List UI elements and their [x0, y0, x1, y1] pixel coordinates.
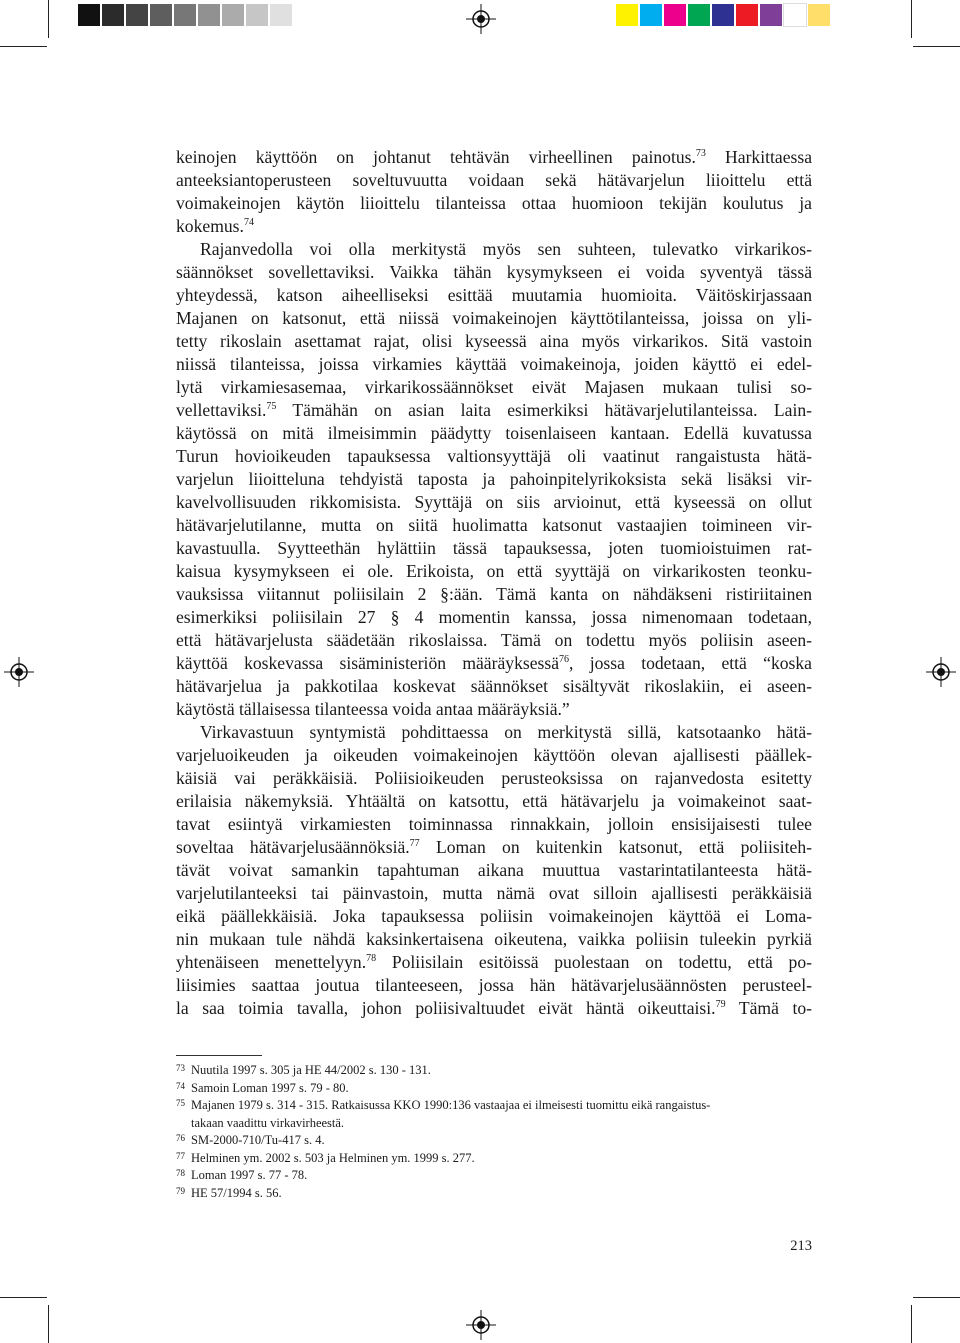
text: käyttöä koskevassa sisäministeriön määräyksessä [176, 653, 560, 673]
text: kokemus. [176, 216, 244, 236]
text: soveltaa hätävarjelusäännöksiä. [176, 837, 410, 857]
crop-mark-tl-h [0, 46, 47, 47]
paragraph-2 [176, 238, 812, 721]
line: nin mukaan tule nähdä kaksinkertaisena oikeutena, vaikka poliisin tuleekin pyrkiä [176, 929, 812, 949]
line [176, 146, 812, 169]
line [176, 652, 812, 675]
registration-mark-top-icon [466, 4, 496, 34]
footnote-number: 76 [176, 1133, 185, 1143]
line: niissä tilanteissa, joissa virkamies käyttää voimakeinoja, joiden käyttö ei edel- [176, 354, 812, 374]
color-swatch [688, 4, 710, 26]
color-swatch [664, 4, 686, 26]
footnote-text: Majanen 1979 s. 314 - 315. Ratkaisussa KKO 1990:136 vastaajaa ei ilmeisesti tuomittu eikä rangaistus- [191, 1098, 711, 1112]
process-color-bar [616, 4, 832, 26]
footnote-ref: 75 [266, 401, 277, 412]
line: voimakeinojen käytön liioittelu tilanteissa ottaa huomioon tekijän koulutus ja [176, 193, 812, 213]
crop-mark-br-v [911, 1305, 912, 1343]
line: Turun hovioikeuden tapauksessa valtionsyyttäjä oli vaatinut rangaistusta hätä- [176, 446, 812, 466]
color-swatch [640, 4, 662, 26]
footnote-text: Nuutila 1997 s. 305 ja HE 44/2002 s. 130 - 131. [191, 1063, 431, 1077]
color-swatch [198, 4, 220, 26]
footnote-text: takaan vaadittu virkavirheestä. [191, 1115, 345, 1130]
footnote [176, 1167, 812, 1185]
footnote-number [176, 1115, 191, 1133]
line: Virkavastuun syntymistä pohdittaessa on merkitystä sillä, katsotaanko hätä- [200, 722, 812, 742]
gray-color-bar [78, 4, 294, 26]
color-swatch [150, 4, 172, 26]
footnote-text: HE 57/1994 s. 56. [191, 1185, 282, 1200]
line: kavelvollisuuden rikkomisista. Syyttäjä on siis arvioinut, että kyseessä on ollut [176, 492, 812, 512]
line: kaisua kysymykseen ei ole. Erikoista, on että syyttäjä on virkarikosten teonku- [176, 561, 812, 581]
text: yhtenäiseen menettelyyn. [176, 952, 367, 972]
line: kavastuulla. Syytteethän hylättiin tässä tapauksessa, joten tuomioistuimen rat- [176, 538, 812, 558]
line: hätävarjelua ja pakkotilaa koskevat säännökset sisältyvät rikoslakiin, ei aseen- [176, 676, 812, 696]
color-swatch [616, 4, 638, 26]
line [176, 215, 812, 238]
color-swatch [270, 4, 292, 26]
footnote-ref: 78 [366, 953, 377, 964]
footnote [176, 1132, 812, 1150]
text: Tämähän on asian laita esimerkiksi hätävarjelutilanteissa. Lain- [276, 400, 812, 420]
footnote-text: Loman 1997 s. 77 - 78. [191, 1168, 308, 1182]
line: tetty rikoslain asettamat rajat, olisi kyseessä aina myös virkarikos. Sitä vastoin [176, 331, 812, 351]
footnote [176, 1062, 812, 1080]
line: yhteydessä, katson aiheelliseksi esittää muutamia huomioita. Väitöskirjassaan [176, 285, 812, 305]
color-swatch [246, 4, 268, 26]
registration-mark-right-icon [926, 657, 956, 687]
line: käytössä on mitä ilmeisimmin päädytty toisenlaiseen kantaan. Edellä kuvatussa [176, 423, 812, 443]
line: säännökset sovellettaviksi. Vaikka tähän kysymykseen ei voida syventyä tässä [176, 262, 812, 282]
footnote-number: 75 [176, 1098, 185, 1108]
crop-mark-tl-v [48, 0, 49, 38]
footnote-ref: 73 [695, 148, 706, 159]
footnote-number: 74 [176, 1080, 185, 1091]
line: että hätävarjelusta säädetään rikoslaissa. Tämä on todettu myös poliisin aseen- [176, 630, 812, 650]
footnote [176, 1185, 812, 1203]
text: Tämä to- [725, 998, 812, 1018]
line: Majanen on katsonut, että niissä voimakeinojen käyttötilanteissa, joissa on yli- [176, 308, 812, 328]
text: keinojen käyttöön on johtanut tehtävän virheellinen painotus. [176, 147, 696, 167]
crop-mark-tr-v [911, 0, 912, 38]
color-swatch [78, 4, 100, 26]
line: käisiä vai peräkkäisiä. Poliisioikeuden perusteoksissa on rajanvedosta esitetty [176, 768, 812, 788]
color-swatch [808, 4, 830, 26]
line: vauksissa viitannut poliisilain 2 §:ään. Tämä kanta on nähdäkseni ristiriitainen [176, 584, 812, 604]
text: Loman on kuitenkin katsonut, että poliisiteh- [419, 837, 812, 857]
text: Poliisilain esitöissä puolestaan on todettu, että po- [376, 952, 812, 972]
line: liisimies saattaa joutua tilanteeseen, jossa hän hätävarjelusäännösten perusteel- [176, 975, 812, 995]
line: anteeksiantoperusteen soveltuvuutta voidaan sekä hätävarjelun liioittelu että [176, 170, 812, 190]
footnote-ref: 76 [559, 654, 570, 665]
color-swatch [712, 4, 734, 26]
line: varjelutilanteeksi tai päinvastoin, mutta nämä ovat silloin ajallisesti peräkkäisiä [176, 883, 812, 903]
body-text [176, 146, 812, 1020]
line: erilaisia näkemyksiä. Yhtäältä on katsottu, että hätävarjelu ja voimakeinot saat- [176, 791, 812, 811]
paragraph-3 [176, 721, 812, 1020]
footnote-ref: 77 [409, 838, 420, 849]
line: lytä virkamiesasemaa, virkarikossäännökset eivät Majasen mukaan tulisi so- [176, 377, 812, 397]
text: la saa toimia tavalla, johon poliisivaltuudet eivät häntä oikeuttaisi. [176, 998, 716, 1018]
footnote [176, 1097, 812, 1115]
color-swatch [174, 4, 196, 26]
footnote-number: 73 [176, 1063, 185, 1073]
line: eikä päällekkäisiä. Joka tapauksessa poliisin voimakeinojen käyttöä ei Loma- [176, 906, 812, 926]
line: Rajanvedolla voi olla merkitystä myös sen suhteen, tulevatko virkarikos- [200, 239, 812, 259]
text: Harkittaessa [705, 147, 813, 167]
footnote-separator [176, 1055, 262, 1056]
crop-mark-tr-h [913, 46, 960, 47]
crop-mark-bl-h [0, 1297, 47, 1298]
paragraph-1 [176, 146, 812, 238]
line: hätävarjelutilanne, mutta on siitä huolimatta katsonut vastaajien toimineen vir- [176, 515, 812, 535]
footnotes [176, 1062, 812, 1202]
line [176, 836, 812, 859]
text: , jossa todetaan, että “koska [569, 653, 812, 673]
footnote-number: 78 [176, 1168, 185, 1178]
crop-mark-bl-v [48, 1305, 49, 1343]
footnote-text: Samoin Loman 1997 s. 79 - 80. [191, 1080, 349, 1095]
color-swatch [736, 4, 758, 26]
line [176, 997, 812, 1020]
line [176, 951, 812, 974]
color-swatch [784, 4, 806, 26]
footnote [176, 1115, 812, 1133]
line: tavat esiintyä virkamiesten toiminnassa rinnakkain, jolloin ensisijaisesti tulee [176, 814, 812, 834]
footnote-text: SM-2000-710/Tu-417 s. 4. [191, 1133, 325, 1147]
footnote-text: Helminen ym. 2002 s. 503 ja Helminen ym. 1999 s. 277. [191, 1150, 475, 1165]
footnote-ref: 79 [715, 999, 726, 1010]
text: vellettaviksi. [176, 400, 267, 420]
registration-mark-bottom-icon [466, 1310, 496, 1340]
line: esimerkiksi poliisilain 27 § 4 momentin kanssa, jossa nimenomaan todetaan, [176, 607, 812, 627]
footnote [176, 1150, 812, 1168]
registration-mark-left-icon [4, 657, 34, 687]
color-swatch [126, 4, 148, 26]
line: tävät voivat samankin tapahtuman aikana muuttua vastarintatilanteesta hätä- [176, 860, 812, 880]
page-number: 213 [790, 1238, 812, 1254]
color-swatch [760, 4, 782, 26]
color-swatch [222, 4, 244, 26]
crop-mark-br-h [913, 1297, 960, 1298]
line: käytöstä tällaisessa tilanteessa voida antaa määräyksiä.” [176, 699, 570, 719]
line: varjeluoikeuden ja oikeuden voimakeinojen käyttöön olevan ajallisesti päällek- [176, 745, 812, 765]
line [176, 399, 812, 422]
footnote [176, 1080, 812, 1098]
color-swatch [102, 4, 124, 26]
footnote-number: 79 [176, 1185, 185, 1196]
footnote-ref: 74 [243, 217, 254, 228]
line: varjelun liioitteluna tehdyistä taposta ja pahoinpitelyrikoksista sekä lisäksi vir- [176, 469, 812, 489]
footnote-number: 77 [176, 1150, 185, 1161]
